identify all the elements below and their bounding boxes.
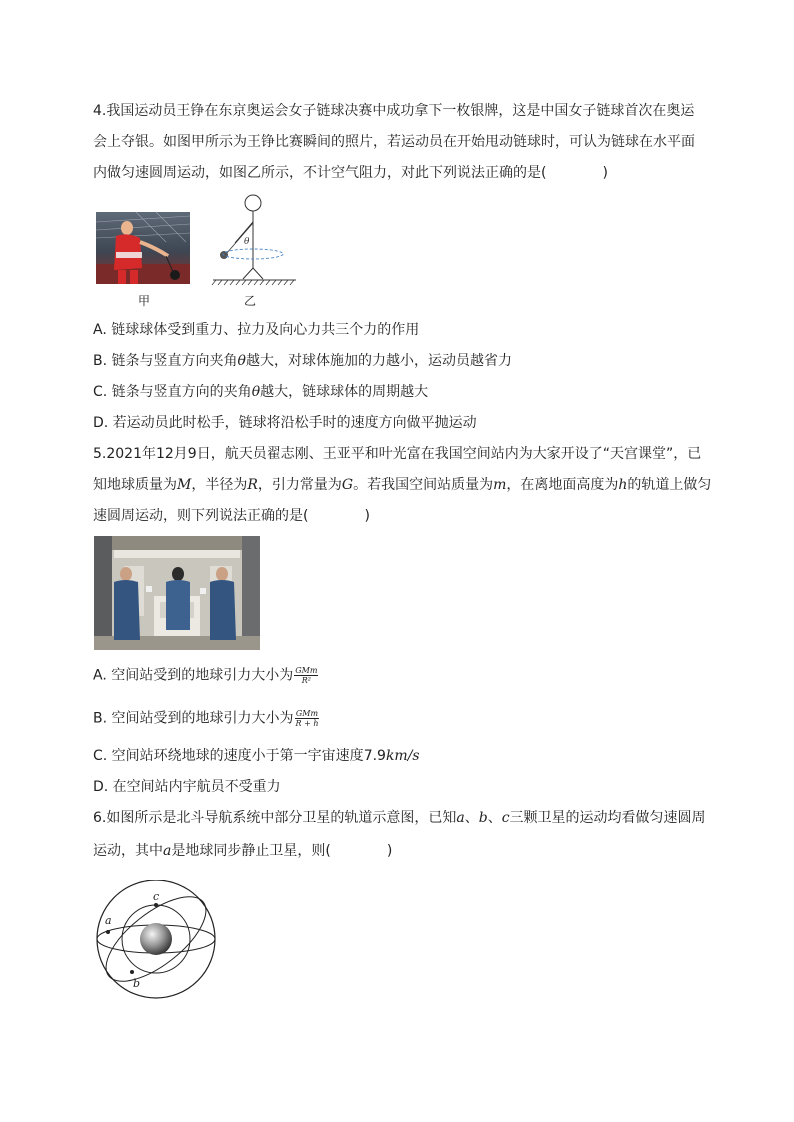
q5-option-b <box>93 709 319 728</box>
q5-option-b-numerator: GMm <box>295 709 319 718</box>
q5-option-c-pre: C. 空间站环绕地球的速度小于第一宇宙速度 <box>93 748 364 764</box>
q4-option-b <box>93 352 512 370</box>
q6-var-a-2: a <box>163 843 172 859</box>
q5-line-3 <box>93 507 370 525</box>
q4-option-a: A. 链球球体受到重力、拉力及向心力共三个力的作用 <box>93 322 420 338</box>
q5-option-c <box>93 747 420 765</box>
q6-var-c: c <box>501 810 510 826</box>
orbit-label-b: b <box>133 977 141 990</box>
q4-option-d: D. 若运动员此时松手，链球将沿松手时的速度方向做平抛运动 <box>93 415 477 431</box>
q5-option-c-unit: km/s <box>385 748 420 764</box>
theta-label: θ <box>244 237 250 247</box>
q5-option-d: D. 在空间站内宇航员不受重力 <box>93 779 281 795</box>
q5-option-b-denominator: R + h <box>295 719 319 728</box>
q5-line-2-e: ，在离地面高度为 <box>506 477 619 493</box>
figure-jia-photo <box>96 212 190 284</box>
q5-var-m: m <box>493 477 507 493</box>
q5-option-a-fraction <box>294 666 318 685</box>
q5-option-b-pre: B. 空间站受到的地球引力大小为 <box>93 710 294 727</box>
q4-stem-end: 内做匀速圆周运动，如图乙所示，不计空气阻力，对此下列说法正确的是( <box>93 165 547 181</box>
q5-option-c-value: 7.9 <box>363 748 386 764</box>
q5-line-2-d: 。若我国空间站质量为 <box>353 477 494 493</box>
q5-option-a-denominator: R² <box>301 676 311 685</box>
q6-line-1-b: 三颗卫星的运动均看做匀速圆周 <box>509 810 706 826</box>
q6-orbit-diagram <box>92 880 222 1002</box>
orbit-label-a: a <box>105 914 112 927</box>
q6-line-1 <box>93 809 706 827</box>
q5-line-2-f: 的轨道上做匀 <box>627 477 712 493</box>
q6-line-2 <box>93 842 392 860</box>
q6-line-2-b: 是地球同步静止卫星，则( <box>171 843 331 859</box>
q5-line-2-b: ，半径为 <box>191 477 248 493</box>
q4-paren-close: ) <box>602 165 608 181</box>
q4-line-2: 会上夺银。如图甲所示为王铮比赛瞬间的照片，若运动员在开始甩动链球时，可认为链球在水平面 <box>93 134 695 150</box>
figure-yi-caption: 乙 <box>244 294 257 308</box>
q4-option-b-post: 越大，对球体施加的力越小，运动员越省力 <box>245 353 512 369</box>
q4-option-c-theta: θ <box>251 384 261 400</box>
q5-line-1: 5.2021年12月9日，航天员翟志刚、王亚平和叶光富在我国空间站内为大家开设了“天宫课堂”，已 <box>93 446 702 462</box>
orbit-label-c: c <box>153 890 160 903</box>
figure-yi-diagram <box>208 190 300 290</box>
figure-jia-caption: 甲 <box>138 294 151 308</box>
q5-var-M: M <box>177 477 192 493</box>
q5-line-2-c: ，引力常量为 <box>257 477 342 493</box>
q5-paren-close: ) <box>364 508 370 524</box>
q4-line-3 <box>93 164 608 182</box>
q6-sep-1: 、 <box>464 810 479 826</box>
q5-option-a <box>93 666 318 685</box>
q5-line-2 <box>93 476 711 494</box>
q6-line-1-a: 6.如图所示是北斗导航系统中部分卫星的轨道示意图，已知 <box>93 810 457 826</box>
q6-var-a: a <box>456 810 465 826</box>
q5-var-h: h <box>618 477 628 493</box>
q5-var-R: R <box>247 477 258 493</box>
q5-line-2-a: 知地球质量为 <box>93 477 177 493</box>
q5-stem-end: 速圆周运动，则下列说法正确的是( <box>93 508 309 524</box>
q6-sep-2: 、 <box>487 810 502 826</box>
q4-option-c-pre: C. 链条与竖直方向的夹角 <box>93 384 252 400</box>
q5-option-a-pre: A. 空间站受到的地球引力大小为 <box>93 667 294 684</box>
q4-option-c-post: 越大，链球球体的周期越大 <box>260 384 429 400</box>
q4-option-b-theta: θ <box>237 353 246 369</box>
q6-var-b: b <box>478 810 488 826</box>
q5-option-b-fraction <box>295 709 320 728</box>
q5-var-G: G <box>341 477 354 493</box>
q5-astronauts-photo <box>94 536 260 650</box>
q4-line-1: 4.我国运动员王铮在东京奥运会女子链球决赛中成功拿下一枚银牌，这是中国女子链球首次在奥运 <box>93 103 695 119</box>
q6-paren-close: ) <box>386 843 393 859</box>
q5-option-a-numerator: GMm <box>295 666 318 675</box>
q4-option-b-pre: B. 链条与竖直方向夹角 <box>93 353 238 369</box>
q4-option-c <box>93 383 428 401</box>
q6-line-2-a: 运动，其中 <box>93 843 163 859</box>
